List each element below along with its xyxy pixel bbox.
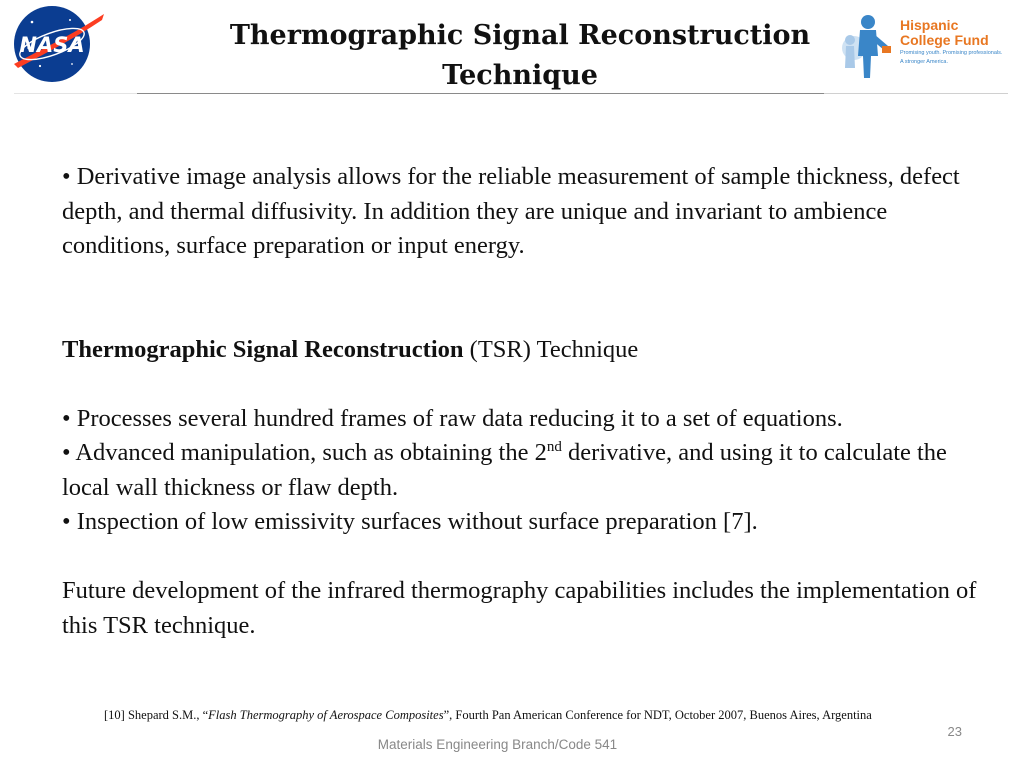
tsr-heading — [62, 333, 997, 368]
page-number: 23 — [947, 724, 962, 739]
hcf-name-line2: College Fund — [900, 32, 989, 48]
nasa-wordmark: NASA — [19, 33, 85, 57]
nasa-meatball-icon — [10, 2, 106, 86]
hcf-tagline-line1: Promising youth. Promising professionals. — [900, 50, 1003, 56]
title-divider — [137, 93, 824, 94]
slide-body — [62, 160, 997, 643]
hcf-name-line1: Hispanic — [900, 17, 959, 33]
nasa-logo — [10, 2, 106, 86]
footnote-post: ”, Fourth Pan American Conference for NDT, October 2007, Buenos Aires, Argentina — [443, 708, 872, 722]
footnote-title: Flash Thermography of Aerospace Composites — [208, 708, 444, 722]
title-divider-right — [824, 93, 1008, 94]
bullet-advanced — [62, 436, 997, 505]
reference-footnote — [104, 706, 924, 724]
tsr-heading-rest: (TSR) Technique — [463, 335, 639, 363]
footnote-pre: [10] Shepard S.M., “ — [104, 708, 209, 722]
graduate-figure-icon — [838, 12, 898, 82]
slide-title: Thermographic Signal Reconstruction Technique — [229, 20, 811, 91]
hispanic-college-fund-logo — [838, 12, 1008, 82]
bullet-advanced-sup: nd — [546, 438, 562, 455]
bullet-advanced-post: derivative, and using it to calculate the local wall thickness or flaw depth. — [62, 439, 947, 501]
intro-bullet: • Derivative image analysis allows for the reliable measurement of sample thickness, defect depth, and thermal diffusivity. In addition they are unique and invariant to ambience conditions, surface preparation or input energy. — [62, 163, 960, 259]
conclusion-text: Future development of the infrared thermography capabilities includes the implementation of this TSR technique. — [62, 577, 977, 639]
tsr-heading-bold: Thermographic Signal Reconstruction — [62, 335, 464, 363]
hcf-tagline-line2: A stronger America. — [900, 59, 948, 65]
bullet-advanced-pre: • Advanced manipulation, such as obtaining the 2 — [62, 439, 547, 466]
footer-branch: Materials Engineering Branch/Code 541 — [377, 737, 618, 752]
bullet-processes: • Processes several hundred frames of raw data reducing it to a set of equations. — [62, 404, 843, 432]
title-divider-left — [14, 93, 137, 94]
bullet-inspection: • Inspection of low emissivity surfaces without surface preparation [7]. — [62, 508, 758, 535]
